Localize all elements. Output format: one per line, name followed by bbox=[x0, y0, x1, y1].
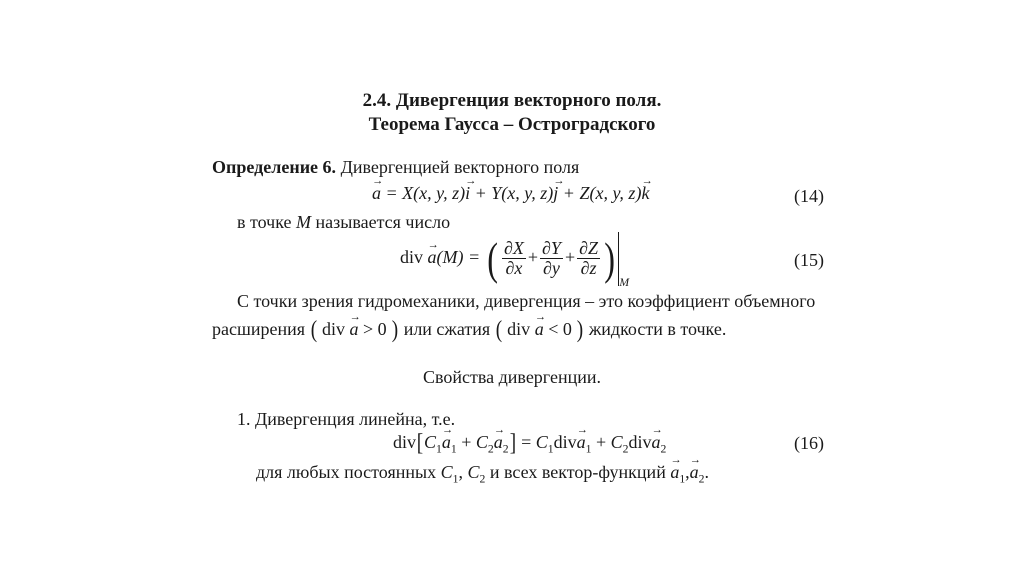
point-text-pre: в точке bbox=[237, 212, 292, 232]
evaluation-point-M: M bbox=[619, 275, 630, 289]
definition-text: Дивергенцией векторного поля bbox=[340, 157, 580, 177]
equation-15 bbox=[400, 232, 630, 289]
definition-label: Определение 6. bbox=[212, 157, 337, 177]
unit-vector-i: → i bbox=[465, 183, 470, 204]
vector-a: → a bbox=[535, 319, 544, 340]
equation-number-16: (16) bbox=[794, 433, 824, 453]
fraction-dY-dy: $\frac{\partial Y}{\partial y}$ bbox=[542, 238, 561, 279]
right-paren: ) bbox=[604, 233, 616, 284]
div-operator: div bbox=[507, 319, 531, 339]
div-operator: div bbox=[322, 319, 346, 339]
eq14-term-x: = X(x, y, z) bbox=[381, 183, 466, 203]
point-line bbox=[237, 212, 450, 233]
eq14-term-z: + Z(x, y, z) bbox=[558, 183, 642, 203]
section-title-line1: 2.4. Дивергенция векторного поля. bbox=[362, 90, 662, 111]
paragraph-line2: расширения ( div → a > 0 ) или сжатия ( div → a < 0 ) жидкости в точке. bbox=[212, 317, 726, 344]
point-M: M bbox=[296, 212, 312, 232]
point-text-post: называется число bbox=[315, 212, 451, 232]
eq14-term-y: + Y(x, y, z) bbox=[470, 183, 554, 203]
equation-number-15: (15) bbox=[794, 250, 824, 270]
vector-a: → a bbox=[428, 247, 437, 268]
vector-a: → a bbox=[350, 319, 359, 340]
left-paren: ( bbox=[486, 233, 498, 284]
property-1-text: 1. Дивергенция линейна, т.е. bbox=[237, 409, 456, 429]
plus-sign: + bbox=[564, 247, 576, 268]
unit-vector-k: → k bbox=[641, 183, 649, 204]
equation-number-14: (14) bbox=[794, 186, 824, 206]
eq15-argument: (M) = bbox=[436, 247, 481, 268]
paragraph-line1: С точки зрения гидромеханики, дивергенция – это коэффициент объемного bbox=[237, 291, 816, 311]
div-operator: div bbox=[393, 432, 417, 452]
plus-sign: + bbox=[527, 247, 539, 268]
equation-16: $div[C_1\to a_1 + C_2\to a_2] = C_1div\to a_1 + C_2div\to a_2$ bbox=[393, 430, 666, 457]
equation-14 bbox=[372, 183, 649, 204]
properties-heading: Свойства дивергенции. bbox=[423, 367, 601, 387]
unit-vector-j: → j bbox=[553, 183, 558, 204]
section-title-line2: Теорема Гаусса – Остроградского bbox=[368, 114, 656, 135]
div-operator: div bbox=[400, 247, 424, 268]
vector-a: → a bbox=[372, 183, 381, 204]
definition-line bbox=[212, 157, 579, 178]
fraction-dX-dx: $\frac{\partial X}{\partial x}$ bbox=[503, 238, 524, 279]
property-1-tail: для любых постоянных $C_1$, $C_2$ и всех вектор-функций → $a_1,\to a_2$. bbox=[256, 462, 709, 486]
fraction-dZ-dz: $\frac{\partial Z}{\partial z}$ bbox=[579, 238, 598, 279]
